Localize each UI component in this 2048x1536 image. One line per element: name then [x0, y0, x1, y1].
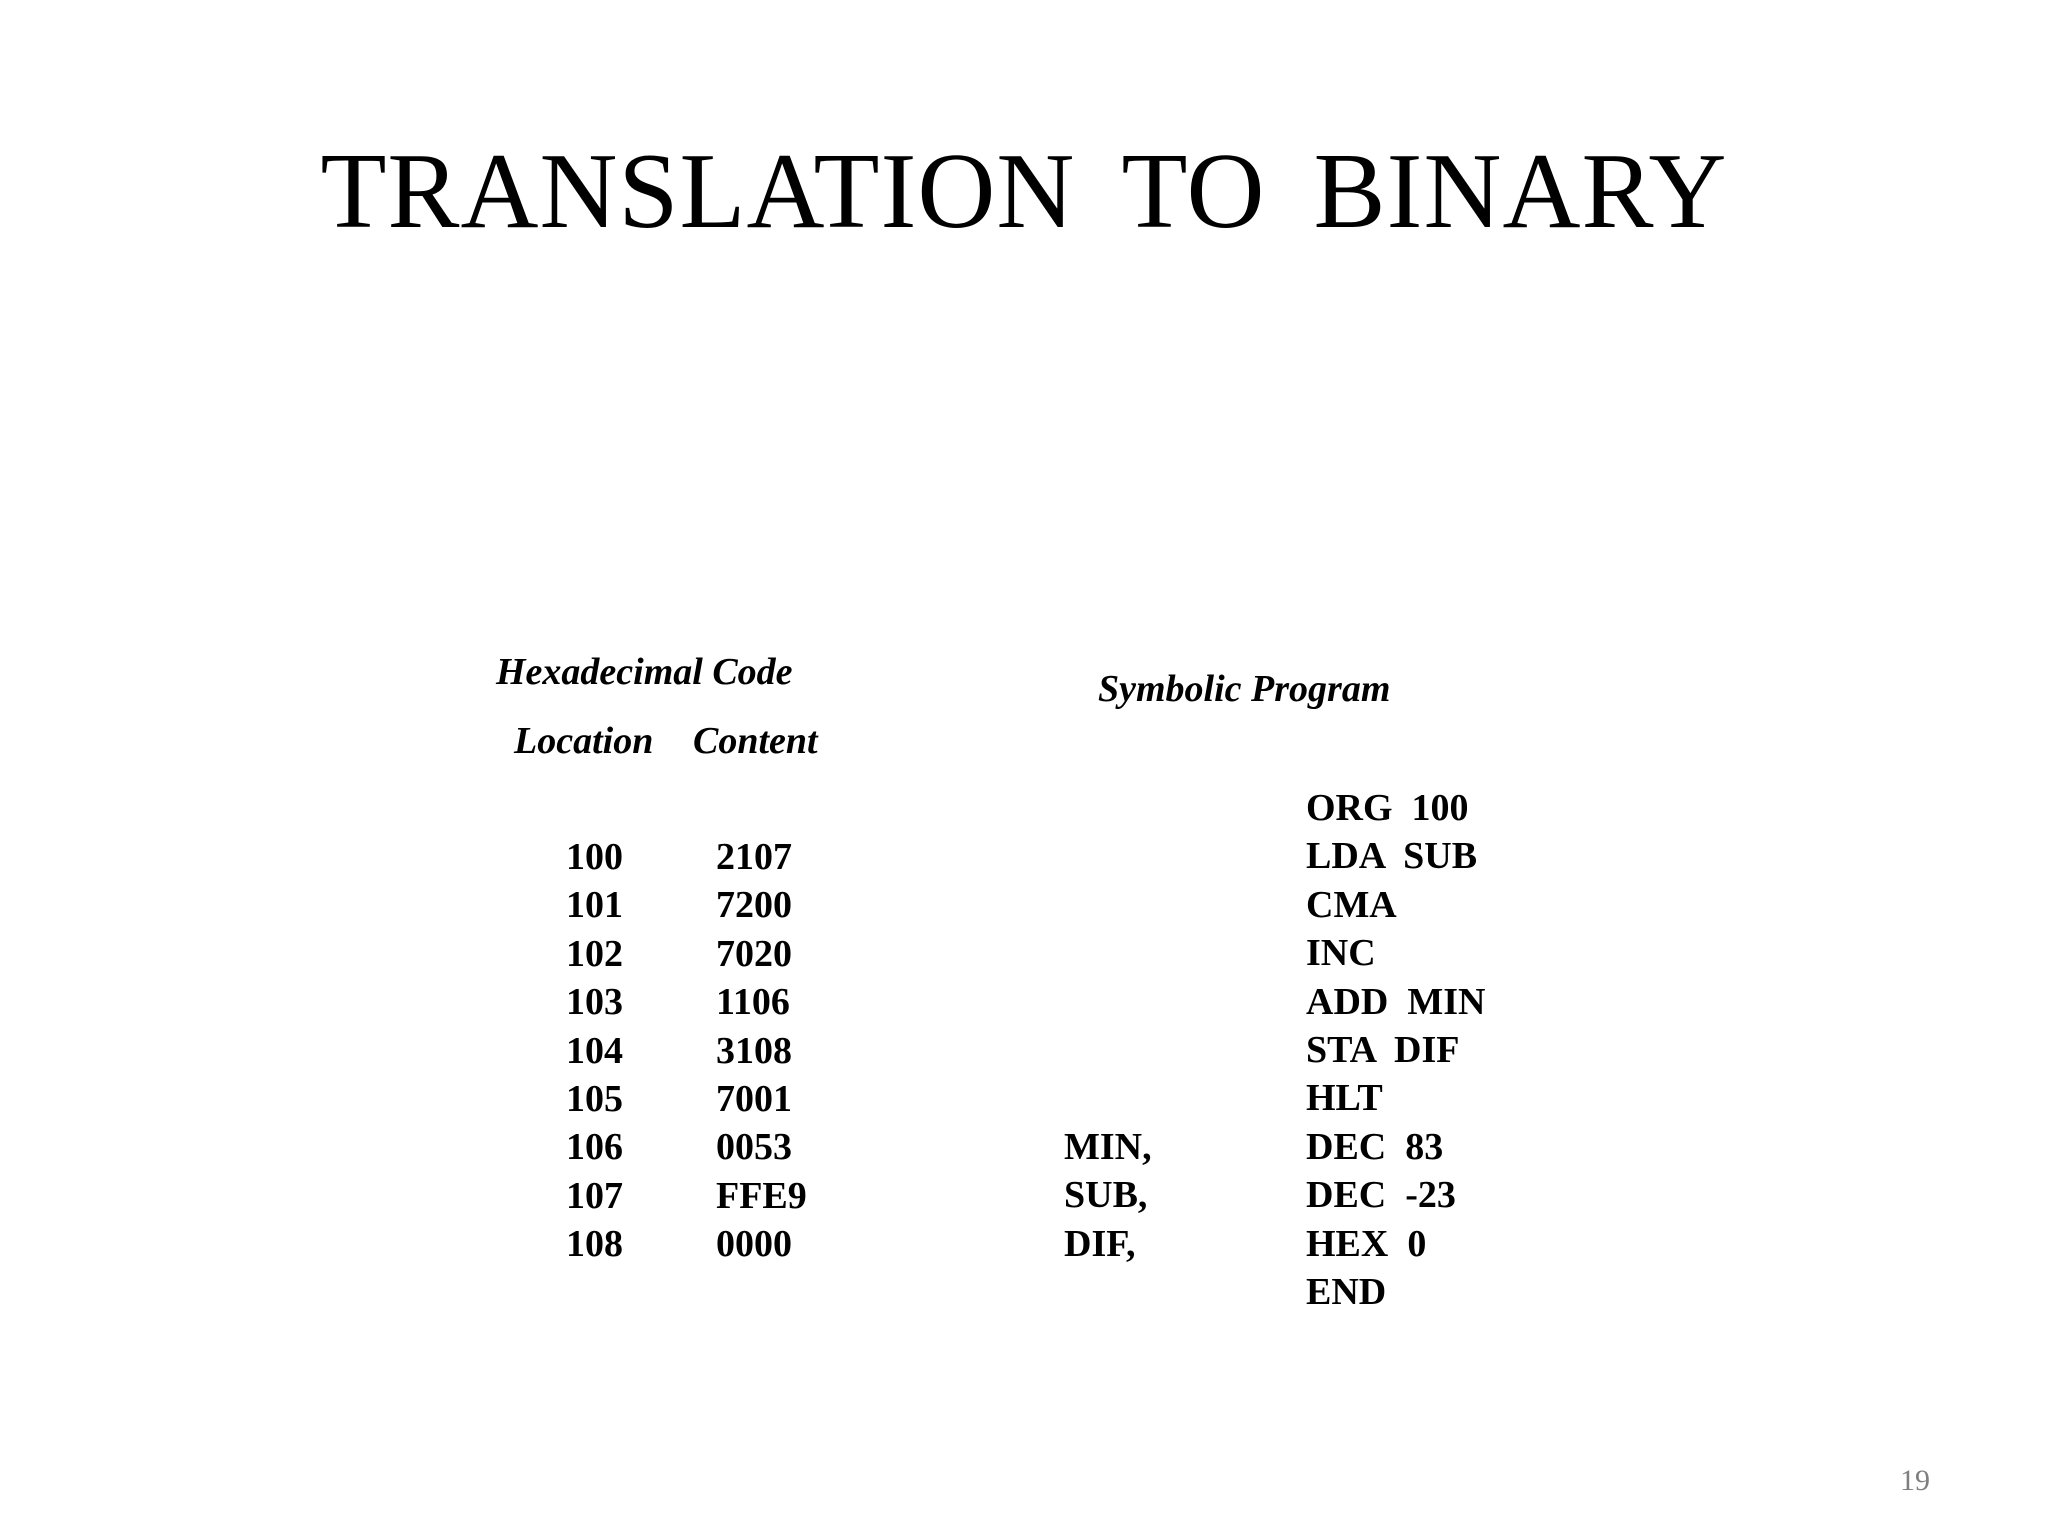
content-cell: FFE9 — [716, 1174, 807, 1217]
page-number: 19 — [1900, 1464, 1930, 1497]
content-header: Content — [693, 720, 818, 762]
location-cell: 107 — [566, 1174, 623, 1217]
content-column — [716, 833, 807, 1269]
instruction-line: END — [1306, 1270, 1387, 1313]
instruction-line: DEC 83 — [1306, 1125, 1444, 1168]
instruction-line: DEC -23 — [1306, 1174, 1456, 1217]
instruction-line: STA DIF — [1306, 1028, 1460, 1071]
symbol-label: SUB, — [1064, 1174, 1148, 1217]
slide-title: TRANSLATION TO BINARY — [320, 132, 1728, 251]
instruction-line: CMA — [1306, 883, 1397, 926]
instruction-column — [1306, 784, 1485, 1316]
instruction-line: ORG 100 — [1306, 787, 1469, 829]
content-cell: 7200 — [716, 884, 792, 927]
location-cell: 104 — [566, 1029, 623, 1072]
location-column — [566, 833, 623, 1269]
content-cell: 7001 — [716, 1077, 792, 1120]
content-cell: 3108 — [716, 1029, 792, 1072]
symbol-label-column — [1064, 1123, 1152, 1268]
symbolic-program-header: Symbolic Program — [1098, 668, 1391, 710]
instruction-line: LDA SUB — [1306, 835, 1478, 878]
location-cell: 105 — [566, 1077, 623, 1120]
location-header: Location — [514, 720, 654, 762]
content-cell: 7020 — [716, 932, 792, 975]
instruction-line: HLT — [1306, 1077, 1383, 1120]
content-cell: 1106 — [716, 981, 790, 1024]
location-cell: 106 — [566, 1126, 623, 1169]
location-cell: 102 — [566, 932, 623, 975]
instruction-line: HEX 0 — [1306, 1222, 1427, 1265]
location-cell: 108 — [566, 1223, 623, 1266]
instruction-line: INC — [1306, 932, 1376, 975]
hex-code-header: Hexadecimal Code — [496, 651, 793, 693]
symbol-label: DIF, — [1064, 1222, 1136, 1265]
content-cell: 2107 — [716, 836, 792, 878]
location-cell: 100 — [566, 836, 623, 878]
symbol-label: MIN, — [1064, 1126, 1152, 1168]
location-cell: 103 — [566, 981, 623, 1024]
content-cell: 0000 — [716, 1223, 792, 1266]
instruction-line: ADD MIN — [1306, 980, 1486, 1023]
content-cell: 0053 — [716, 1126, 792, 1169]
location-cell: 101 — [566, 884, 623, 927]
